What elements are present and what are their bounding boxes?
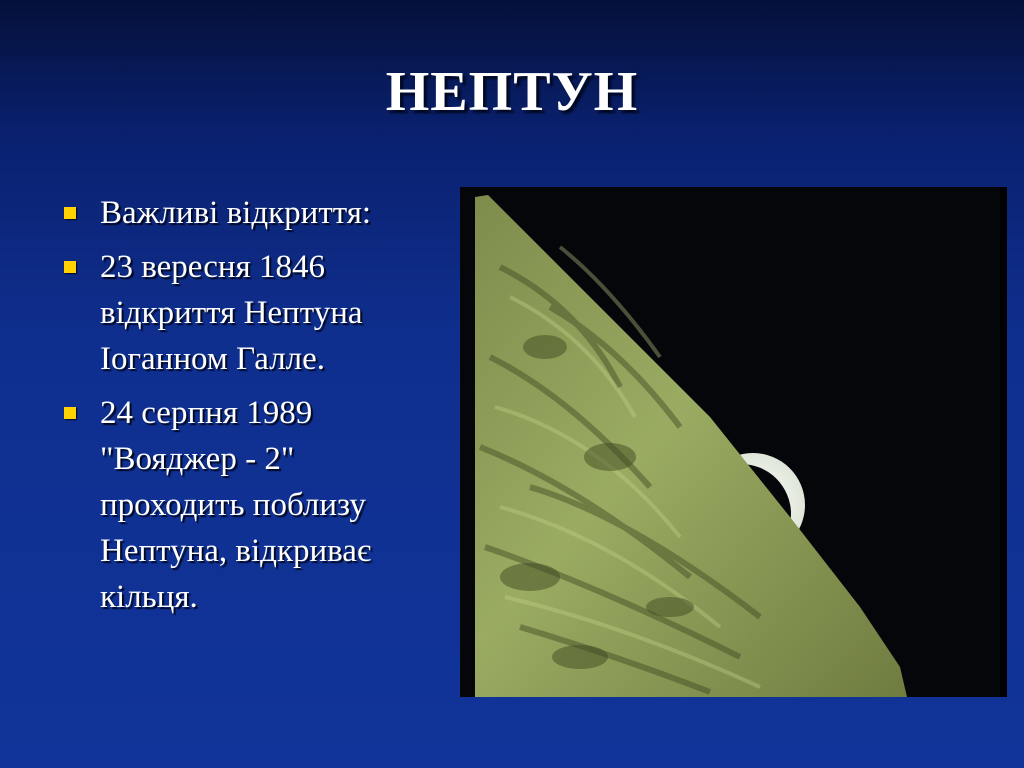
square-bullet-icon	[64, 261, 76, 273]
bullet-text: 23 вересня 1846 відкриття Нептуна Іоганном Галле.	[100, 249, 363, 377]
square-bullet-icon	[64, 207, 76, 219]
bullet-text: Важливі відкриття:	[100, 195, 372, 231]
bullet-item	[62, 190, 442, 236]
space-photo	[460, 187, 1007, 697]
bullet-item	[62, 390, 442, 620]
bullet-list	[62, 190, 442, 628]
lunar-horizon-image	[460, 187, 1007, 697]
bullet-text: 24 серпня 1989 "Вояджер - 2" проходить поблизу Нептуна, відкриває кільця.	[100, 395, 372, 615]
square-bullet-icon	[64, 407, 76, 419]
bullet-item	[62, 244, 442, 382]
slide-title: НЕПТУН	[385, 61, 639, 123]
